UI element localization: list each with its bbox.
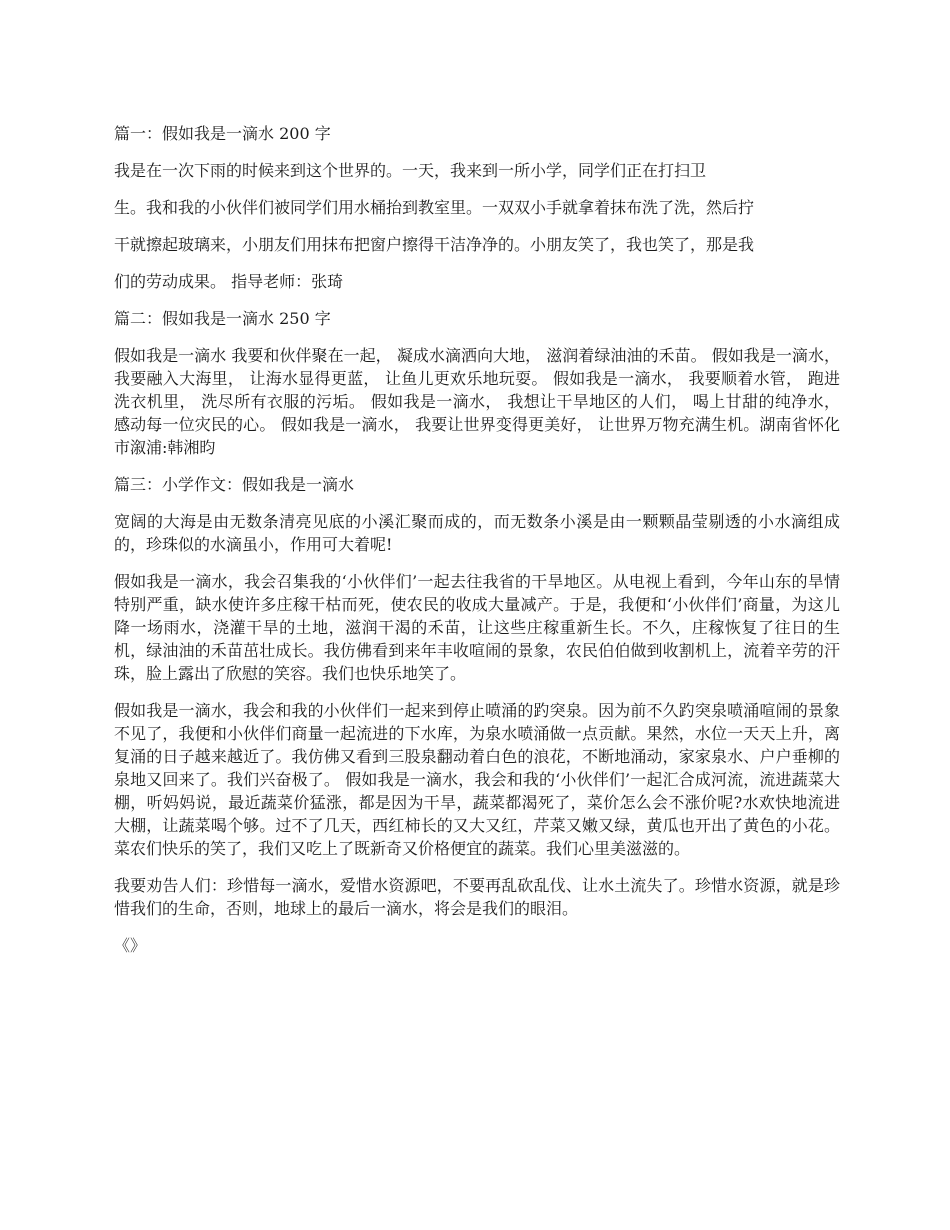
document-page xyxy=(114,122,840,971)
section-3-paragraph-1: 宽阔的大海是由无数条清亮见底的小溪汇聚而成的，而无数条小溪是由一颗颗晶莹剔透的小水滴组成的，珍珠似的水滴虽小，作用可大着呢! xyxy=(114,512,840,554)
section-3-paragraph-2: 假如我是一滴水，我会召集我的‘小伙伴们’一起去往我省的干旱地区。从电视上看到，今年山东的旱情特别严重，缺水使许多庄稼干枯而死，使农民的收成大量减产。于是，我便和‘小伙伴们’商量，为这儿降一场雨水，浇灌干旱的土地，滋润干渴的禾苗，让这些庄稼重新生长。不久，庄稼恢复了往日的生机，绿油油的禾苗茁壮成长。我仿佛看到来年丰收喧闹的景象，农民伯伯做到收割机上，流着辛劳的汗珠，脸上露出了欣慰的笑容。我们也快乐地笑了。 xyxy=(114,572,840,683)
section-1-line-3: 干就擦起玻璃来，小朋友们用抹布把窗户擦得干洁净净的。小朋友笑了，我也笑了，那是我 xyxy=(114,235,755,254)
section-2-paragraph-1: 假如我是一滴水 我要和伙伴聚在一起， 凝成水滴洒向大地， 滋润着绿油油的禾苗。 假如我是一滴水， 我要融入大海里， 让海水显得更蓝， 让鱼儿更欢乐地玩耍。 假如我是一滴水， 我要顺着水管， 跑进洗衣机里， 洗尽所有衣服的污垢。 假如我是一滴水， 我想让干旱地区的人们， 喝上甘甜的纯净水， 感动每一位灾民的心。 假如我是一滴水， 我要让世界变得更美好， 让世界万物充满生机。湖南省怀化市溆浦:韩湘昀 xyxy=(114,346,840,457)
section-heading-3: 篇三：小学作文：假如我是一滴水 xyxy=(114,475,355,494)
section-3-paragraph-4: 我要劝告人们：珍惜每一滴水，爱惜水资源吧，不要再乱砍乱伐、让水土流失了。珍惜水资源，就是珍惜我们的生命，否则，地球上的最后一滴水，将会是我们的眼泪。 xyxy=(114,876,840,918)
section-1-line-1: 我是在一次下雨的时候来到这个世界的。一天，我来到一所小学，同学们正在打扫卫 xyxy=(114,161,707,180)
section-1-line-4: 们的劳动成果。 指导老师：张琦 xyxy=(114,272,344,291)
footer-brackets: 《》 xyxy=(114,936,147,955)
section-heading-1: 篇一：假如我是一滴水 200 字 xyxy=(114,124,331,143)
section-3-paragraph-3: 假如我是一滴水，我会和我的小伙伴们一起来到停止喷涌的趵突泉。因为前不久趵突泉喷涌喧闹的景象不见了，我便和小伙伴们商量一起流进的下水库，为泉水喷涌做一点贡献。果然，水位一天天上升，离复涌的日子越来越近了。我仿佛又看到三股泉翻动着白色的浪花，不断地涌动，家家泉水、户户垂柳的泉地又回来了。我们兴奋极了。 假如我是一滴水，我会和我的‘小伙伴们’一起汇合成河流，流进蔬菜大棚，听妈妈说，最近蔬菜价猛涨，都是因为干旱，蔬菜都渴死了，菜价怎么会不涨价呢?水欢快地流进大棚，让蔬菜喝个够。过不了几天，西红柿长的又大又红，芹菜又嫩又绿，黄瓜也开出了黄色的小花。菜农们快乐的笑了，我们又吃上了既新奇又价格便宜的蔬菜。我们心里美滋滋的。 xyxy=(114,701,840,858)
section-heading-2: 篇二：假如我是一滴水 250 字 xyxy=(114,309,331,328)
section-1-line-2: 生。我和我的小伙伴们被同学们用水桶抬到教室里。一双双小手就拿着抹布洗了洗，然后拧 xyxy=(114,198,755,217)
